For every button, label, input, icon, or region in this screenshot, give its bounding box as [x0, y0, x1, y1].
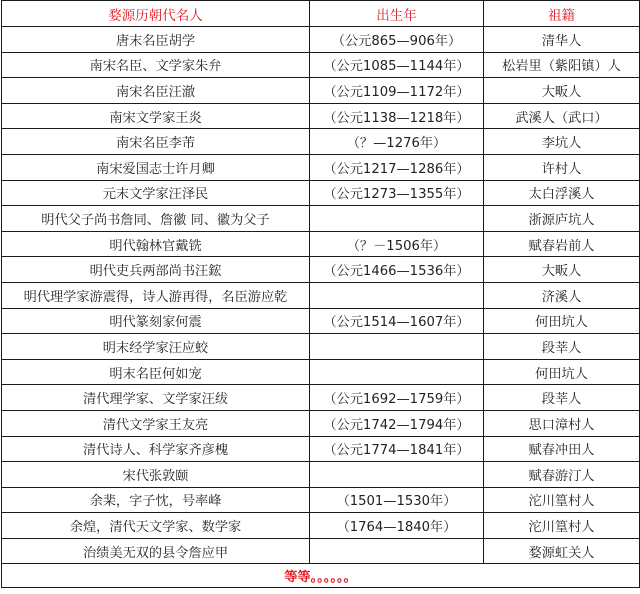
- cell-origin: 何田坑人: [484, 359, 640, 385]
- table-row: [2, 103, 640, 129]
- table-row: [2, 27, 640, 53]
- cell-birth-year: （公元1138—1218年）: [310, 103, 484, 129]
- header-origin: 祖籍: [484, 1, 640, 27]
- table-row: [2, 206, 640, 232]
- header-row: [2, 1, 640, 27]
- cell-birth-year: （公元865—906年）: [310, 27, 484, 53]
- cell-birth-year: （1764—1840年）: [310, 513, 484, 539]
- cell-name: 明代篆刻家何震: [2, 308, 310, 334]
- footer-etc: 等等。。。。。。: [2, 564, 640, 588]
- cell-origin: 浙源庐坑人: [484, 206, 640, 232]
- cell-origin: 大畈人: [484, 78, 640, 104]
- cell-birth-year: [310, 334, 484, 360]
- cell-name: 南宋文学家王炎: [2, 103, 310, 129]
- cell-name: 明代父子尚书詹同、詹徽 同、徽为父子: [2, 206, 310, 232]
- cell-birth-year: [310, 462, 484, 488]
- table-row: [2, 410, 640, 436]
- cell-name: 清代诗人、科学家齐彦槐: [2, 436, 310, 462]
- table-row: [2, 154, 640, 180]
- cell-name: 南宋名臣、文学家朱弁: [2, 52, 310, 78]
- table-row: [2, 334, 640, 360]
- cell-birth-year: （？—1276年）: [310, 129, 484, 155]
- cell-origin: 李坑人: [484, 129, 640, 155]
- cell-origin: 思口漳村人: [484, 410, 640, 436]
- header-birth-year: 出生年: [310, 1, 484, 27]
- cell-origin: 赋春游汀人: [484, 462, 640, 488]
- cell-origin: 许村人: [484, 154, 640, 180]
- cell-name: 南宋爱国志士许月卿: [2, 154, 310, 180]
- cell-origin: 沱川篁村人: [484, 487, 640, 513]
- cell-origin: 沱川篁村人: [484, 513, 640, 539]
- table-row: [2, 436, 640, 462]
- cell-origin: 段莘人: [484, 385, 640, 411]
- cell-origin: 婺源虹关人: [484, 538, 640, 564]
- cell-name: 明代理学家游震得，诗人游再得，名臣游应乾: [2, 282, 310, 308]
- footer-row: [2, 564, 640, 588]
- cell-name: 唐末名臣胡学: [2, 27, 310, 53]
- cell-origin: 段莘人: [484, 334, 640, 360]
- cell-name: 余煌，清代天文学家、数学家: [2, 513, 310, 539]
- cell-origin: 赋春岩前人: [484, 231, 640, 257]
- cell-name: 清代文学家王友亮: [2, 410, 310, 436]
- cell-name: 清代理学家、文学家汪绂: [2, 385, 310, 411]
- cell-birth-year: （公元1273—1355年）: [310, 180, 484, 206]
- table-row: [2, 513, 640, 539]
- table-row: [2, 52, 640, 78]
- header-name: 婺源历朝代名人: [2, 1, 310, 27]
- cell-birth-year: （公元1742—1794年）: [310, 410, 484, 436]
- cell-name: 治绩美无双的县令詹应甲: [2, 538, 310, 564]
- cell-name: 南宋名臣汪澈: [2, 78, 310, 104]
- table-row: [2, 231, 640, 257]
- cell-name: 余棐，字子忱，号率峰: [2, 487, 310, 513]
- cell-birth-year: [310, 282, 484, 308]
- table-row: [2, 462, 640, 488]
- cell-birth-year: （公元1692—1759年）: [310, 385, 484, 411]
- cell-birth-year: （公元1466—1536年）: [310, 257, 484, 283]
- table-row: [2, 129, 640, 155]
- cell-birth-year: （公元1514—1607年）: [310, 308, 484, 334]
- table-row: [2, 78, 640, 104]
- cell-origin: 武溪人（武口）: [484, 103, 640, 129]
- cell-name: 明代翰林官戴铣: [2, 231, 310, 257]
- table-row: [2, 487, 640, 513]
- cell-name: 元末文学家汪泽民: [2, 180, 310, 206]
- table-row: [2, 257, 640, 283]
- table-row: [2, 180, 640, 206]
- cell-origin: 赋春冲田人: [484, 436, 640, 462]
- notable-people-table: [1, 0, 640, 588]
- cell-origin: 济溪人: [484, 282, 640, 308]
- cell-name: 宋代张敦颐: [2, 462, 310, 488]
- cell-origin: 太白浮溪人: [484, 180, 640, 206]
- cell-birth-year: [310, 538, 484, 564]
- cell-birth-year: （公元1774—1841年）: [310, 436, 484, 462]
- table-row: [2, 308, 640, 334]
- cell-origin: 何田坑人: [484, 308, 640, 334]
- cell-name: 南宋名臣李芾: [2, 129, 310, 155]
- cell-origin: 松岩里（紫阳镇）人: [484, 52, 640, 78]
- cell-birth-year: （？－1506年）: [310, 231, 484, 257]
- cell-name: 明代吏兵两部尚书汪鋐: [2, 257, 310, 283]
- cell-birth-year: （1501—1530年）: [310, 487, 484, 513]
- cell-birth-year: [310, 359, 484, 385]
- cell-birth-year: （公元1109—1172年）: [310, 78, 484, 104]
- cell-name: 明末名臣何如宠: [2, 359, 310, 385]
- cell-birth-year: （公元1085—1144年）: [310, 52, 484, 78]
- cell-name: 明末经学家汪应蛟: [2, 334, 310, 360]
- table-row: [2, 282, 640, 308]
- cell-birth-year: [310, 206, 484, 232]
- table-row: [2, 385, 640, 411]
- table-row: [2, 359, 640, 385]
- cell-origin: 清华人: [484, 27, 640, 53]
- cell-birth-year: （公元1217—1286年）: [310, 154, 484, 180]
- table-row: [2, 538, 640, 564]
- cell-origin: 大畈人: [484, 257, 640, 283]
